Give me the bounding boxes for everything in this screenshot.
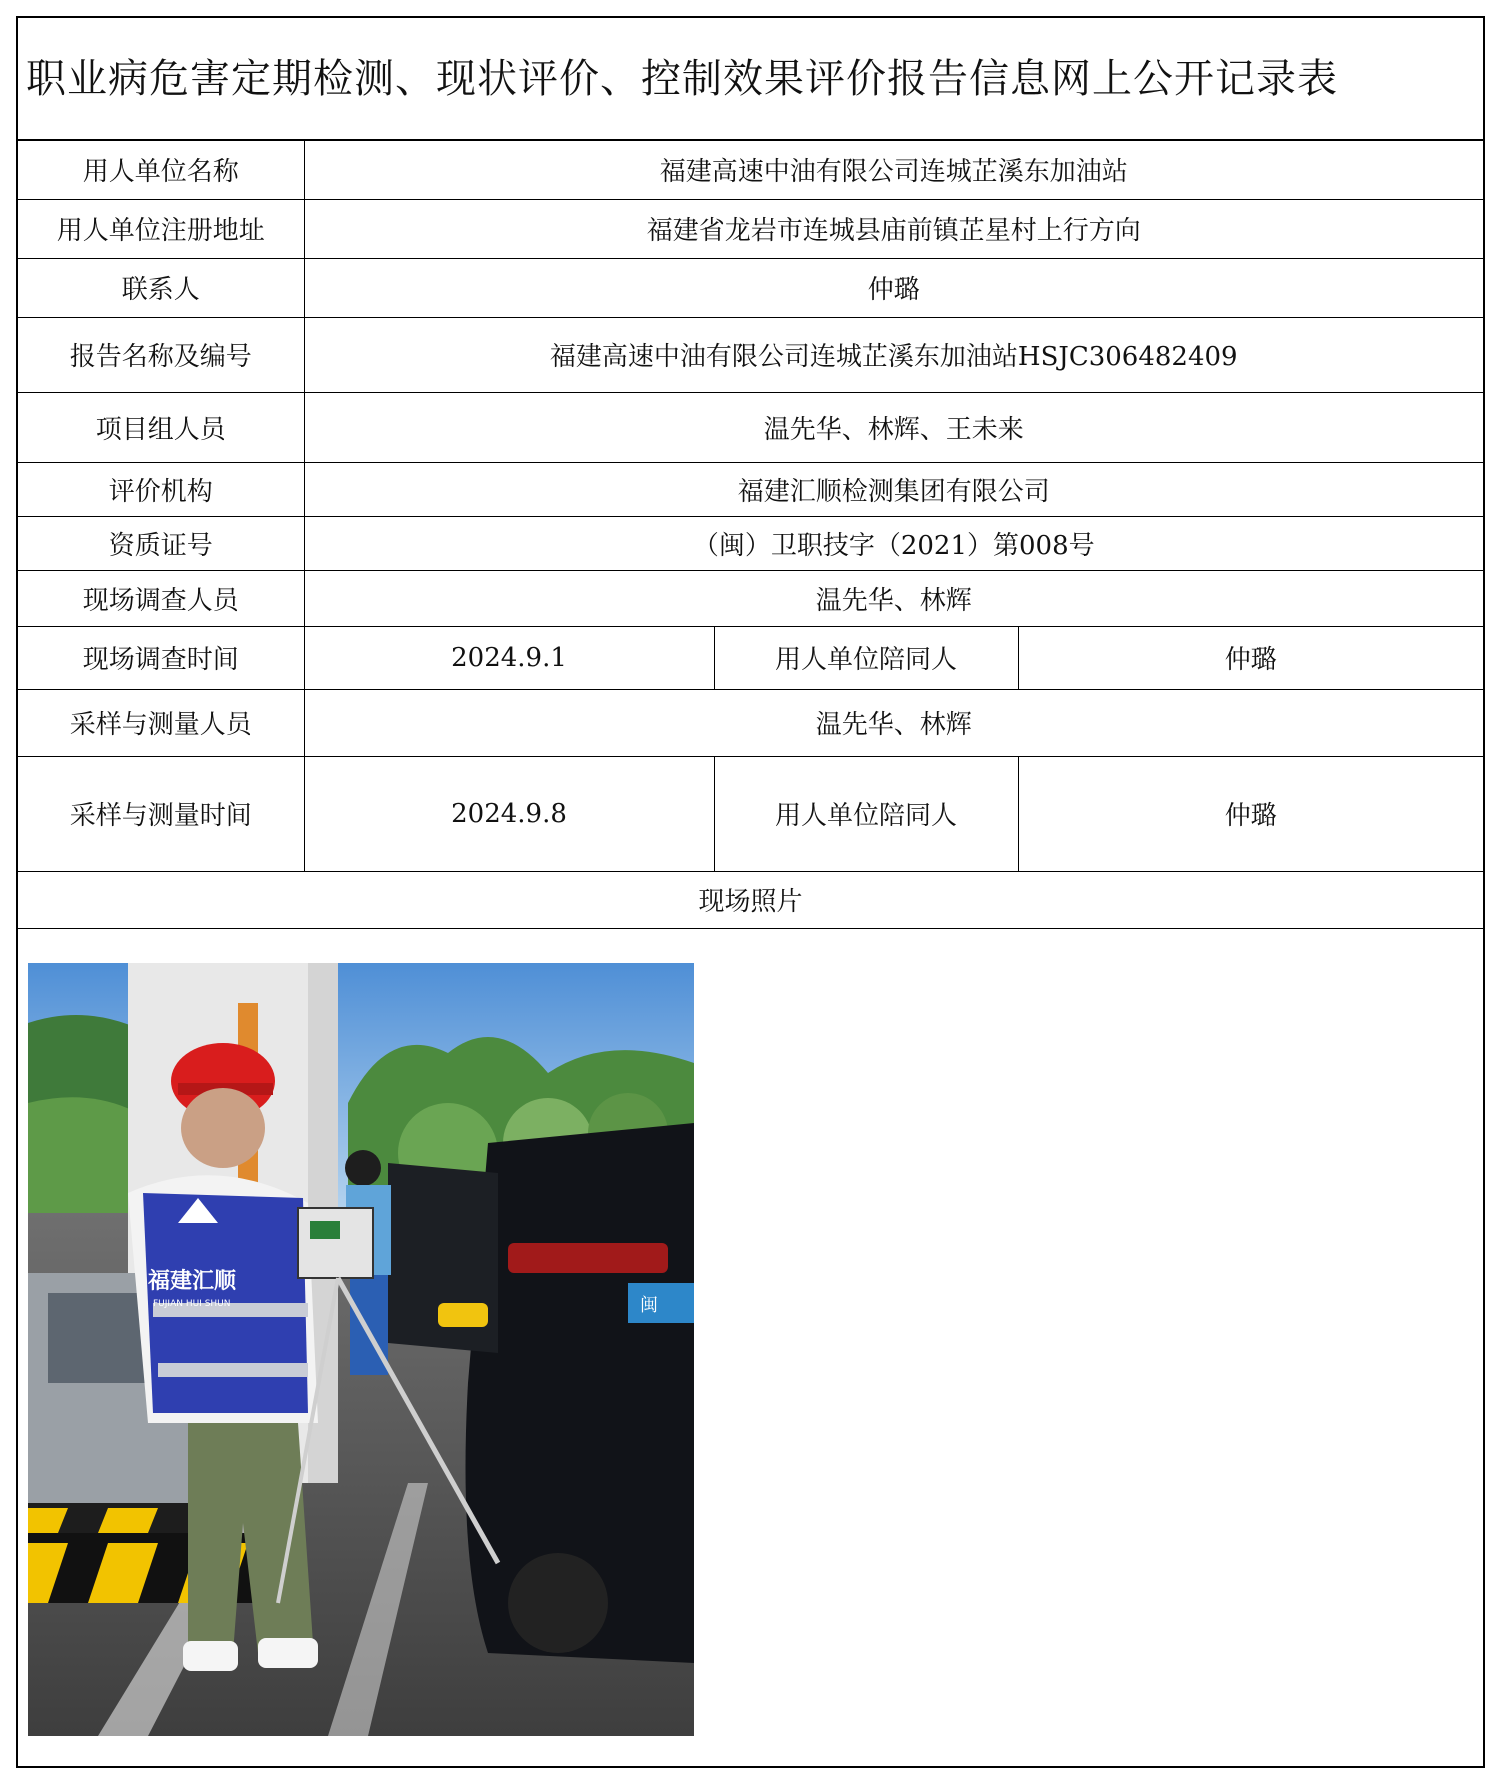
- row-agency: [18, 462, 1483, 516]
- label-team: 项目组人员: [18, 392, 304, 462]
- vest-subtext: FUJIAN HUI SHUN: [153, 1299, 231, 1309]
- label-cert: 资质证号: [18, 516, 304, 570]
- label-survey-time: 现场调查时间: [18, 626, 304, 689]
- row-unit-address: [18, 199, 1483, 258]
- row-sampling-staff: [18, 689, 1483, 756]
- label-contact: 联系人: [18, 258, 304, 317]
- row-photos-header: [18, 871, 1483, 928]
- row-report: [18, 317, 1483, 392]
- row-contact: [18, 258, 1483, 317]
- value-agency: 福建汇顺检测集团有限公司: [304, 462, 1483, 516]
- plate-char: 闽: [640, 1295, 658, 1316]
- value-sampling-staff: 温先华、林辉: [304, 689, 1483, 756]
- vest-text: 福建汇顺: [148, 1269, 237, 1294]
- info-table: [18, 141, 1483, 929]
- value-survey-companion: 仲璐: [1018, 626, 1483, 689]
- value-cert: （闽）卫职技字（2021）第008号: [304, 516, 1483, 570]
- value-survey-time: 2024.9.1: [304, 626, 714, 689]
- row-cert: [18, 516, 1483, 570]
- row-unit-name: [18, 141, 1483, 199]
- label-sampling-staff: 采样与测量人员: [18, 689, 304, 756]
- row-sampling-time: [18, 756, 1483, 871]
- label-survey-companion: 用人单位陪同人: [714, 626, 1018, 689]
- record-form: [16, 16, 1485, 1768]
- site-photo-illustration: [28, 963, 694, 1736]
- label-survey-staff: 现场调查人员: [18, 570, 304, 626]
- label-sampling-time: 采样与测量时间: [18, 756, 304, 871]
- site-photo: [28, 963, 694, 1736]
- value-survey-staff: 温先华、林辉: [304, 570, 1483, 626]
- value-sampling-time: 2024.9.8: [304, 756, 714, 871]
- value-sampling-companion: 仲璐: [1018, 756, 1483, 871]
- value-unit-address: 福建省龙岩市连城县庙前镇芷星村上行方向: [304, 199, 1483, 258]
- value-team: 温先华、林辉、王未来: [304, 392, 1483, 462]
- value-unit-name: 福建高速中油有限公司连城芷溪东加油站: [304, 141, 1483, 199]
- label-photos: 现场照片: [18, 871, 1483, 928]
- label-unit-name: 用人单位名称: [18, 141, 304, 199]
- page-title: 职业病危害定期检测、现状评价、控制效果评价报告信息网上公开记录表: [18, 18, 1483, 141]
- row-survey-time: [18, 626, 1483, 689]
- label-report: 报告名称及编号: [18, 317, 304, 392]
- row-survey-staff: [18, 570, 1483, 626]
- value-report: 福建高速中油有限公司连城芷溪东加油站HSJC306482409: [304, 317, 1483, 392]
- label-agency: 评价机构: [18, 462, 304, 516]
- value-contact: 仲璐: [304, 258, 1483, 317]
- row-team: [18, 392, 1483, 462]
- label-unit-address: 用人单位注册地址: [18, 199, 304, 258]
- label-sampling-companion: 用人单位陪同人: [714, 756, 1018, 871]
- photo-area: [18, 938, 1483, 1766]
